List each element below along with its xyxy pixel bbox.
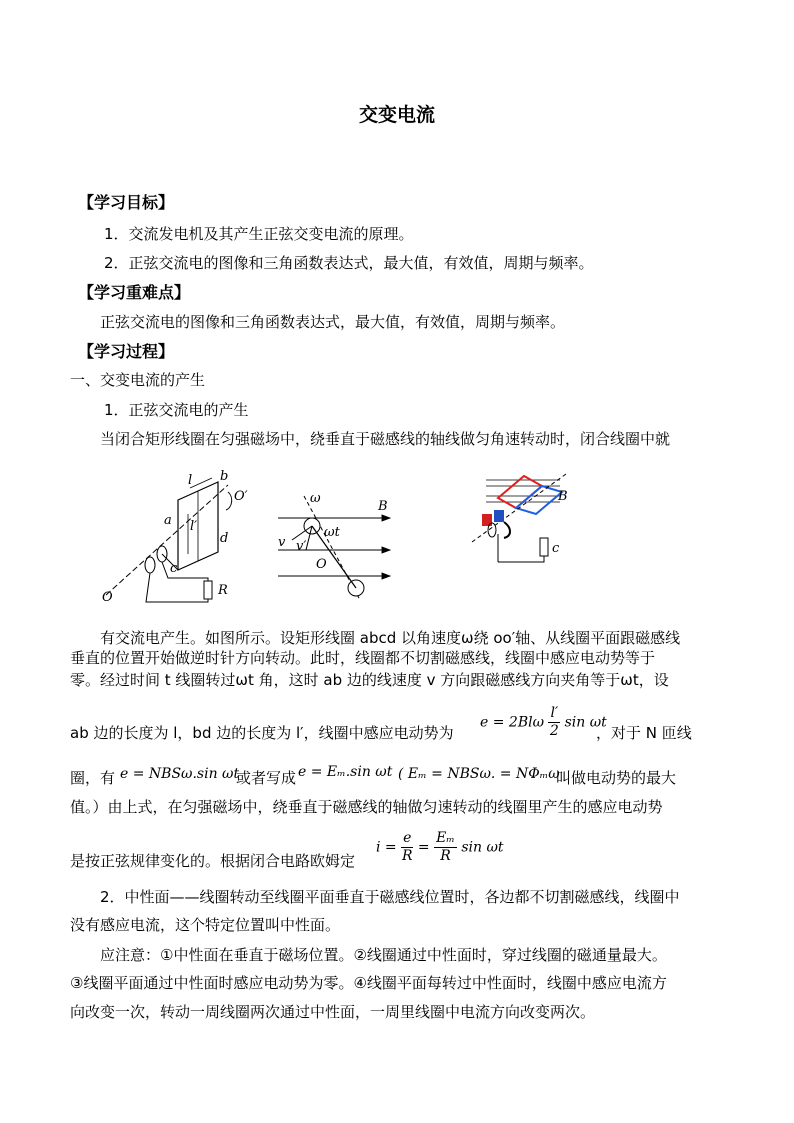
page-title: 交变电流 [358, 104, 435, 126]
key-points-text: 正弦交流电的图像和三角函数表达式，最大值，有效值，周期与频率。 [100, 313, 566, 331]
label-l-prime: l′ [190, 519, 198, 534]
label-r: R [218, 583, 228, 598]
para3-line2: ③线圈平面通过中性面时感应电动势为零。④线圈平面每转过中性面时，线圈中感应电流方 [70, 974, 667, 992]
n-turn-emf-formula: e = NBSω.sin ωt [120, 766, 240, 782]
resistor [540, 538, 548, 556]
velocity-diagram-figure [270, 492, 400, 604]
para1-line2: 垂直的位置开始做逆时针方向转动。此时，线圈都不切割磁感线，线圈中感应电动势等于 [70, 649, 656, 667]
current-formula: i = $\frac{e}{R}$ = $\frac{\text{Eₘ}}{R}$ sin ωt [376, 830, 504, 864]
label-omega: ω [310, 492, 321, 506]
para1-line5-end: 叫做电动势的最大 [556, 769, 677, 787]
label-b: B [558, 489, 568, 504]
para2-line1: 2．中性面——线圈转动至线圈平面垂直于磁感线位置时，各边都不切割磁感线，线圈中 [100, 888, 680, 906]
emf-formula: e = 2Blω $\frac{l'}{2}$ sin ωt [480, 705, 607, 739]
coil-blue-side [516, 486, 562, 514]
goal-item-2: 2．正弦交流电的图像和三角函数表达式，最大值，有效值，周期与频率。 [104, 254, 594, 272]
slip-ring-red [482, 514, 492, 526]
goal-item-1: 1．交流发电机及其产生正弦交变电流的原理。 [104, 225, 414, 243]
para1-line3: 零。经过时间 t 线圈转过ωt 角，这时 ab 边的线速度 v 方向跟磁感线方向夹角等于ωt，设 [70, 671, 669, 689]
label-b: b [220, 470, 229, 484]
para1-line4-tail: ，对于 N 匝线 [596, 724, 692, 742]
label-l: l [188, 473, 193, 488]
intro-line: 当闭合矩形线圈在匀强磁场中，绕垂直于磁感线的轴线做匀角速转动时，闭合线圈中就 [100, 430, 671, 448]
label-o-prime: O′ [234, 489, 248, 504]
rotation-axis-line [106, 485, 228, 595]
subsection-heading-1: 1．正弦交流电的产生 [104, 401, 249, 419]
para1-line5-mid: 或者写成 [236, 769, 297, 787]
part-heading-1: 一、交变电流的产生 [70, 371, 206, 389]
para1-line6: 值。）由上式，在匀强磁场中，绕垂直于磁感线的轴做匀速转动的线圈里产生的感应电动势 [70, 798, 663, 816]
label-o: O [102, 590, 113, 604]
para3-line1: 应注意：①中性面在垂直于磁场位置。②线圈通过中性面时，穿过线圈的磁通量最大。 [100, 946, 667, 964]
para3-line3: 向改变一次，转动一周线圈两次通过中性面，一周里线圈中电流方向改变两次。 [70, 1003, 596, 1021]
label-o: O [316, 557, 327, 572]
para1-line5-start: 圈，有 [70, 769, 116, 787]
key-points-heading: 【学习重难点】 [78, 283, 191, 302]
para1-line4-text: ab 边的长度为 l，bd 边的长度为 l′，线圈中感应电动势为 [70, 724, 454, 742]
colored-coil-figure [468, 472, 568, 568]
slip-ring-2 [145, 557, 155, 573]
emf-fraction: $\frac{l'}{2}$ [549, 705, 559, 739]
para1-line1: 有交流电产生。如图所示。设矩形线圈 abcd 以角速度ω绕 oo′轴、从线圈平面跟磁感线 [100, 629, 681, 647]
generator-coil-figure [98, 470, 258, 604]
label-omega-t: ωt [324, 525, 340, 540]
label-d: d [220, 531, 229, 546]
label-v-prime: v′ [296, 539, 307, 554]
label-c: c [170, 561, 178, 576]
goals-heading: 【学习目标】 [78, 193, 175, 212]
label-b: B [378, 499, 388, 514]
process-heading: 【学习过程】 [78, 342, 175, 361]
label-a: a [164, 513, 172, 528]
para2-line2: 没有感应电流，这个特定位置叫中性面。 [70, 916, 341, 934]
label-v: v [278, 535, 286, 550]
slip-ring-blue [494, 510, 504, 522]
para1-line7: 是按正弦规律变化的。根据闭合电路欧姆定 [70, 852, 356, 870]
rotation-arrow-icon [226, 492, 232, 510]
max-value-formula: ( Eₘ = NBSω. = NΦₘω [398, 766, 560, 782]
emf-max-formula: e = Eₘ.sin ωt [298, 764, 393, 780]
label-c: c [552, 541, 560, 556]
resistor-r [204, 581, 212, 599]
